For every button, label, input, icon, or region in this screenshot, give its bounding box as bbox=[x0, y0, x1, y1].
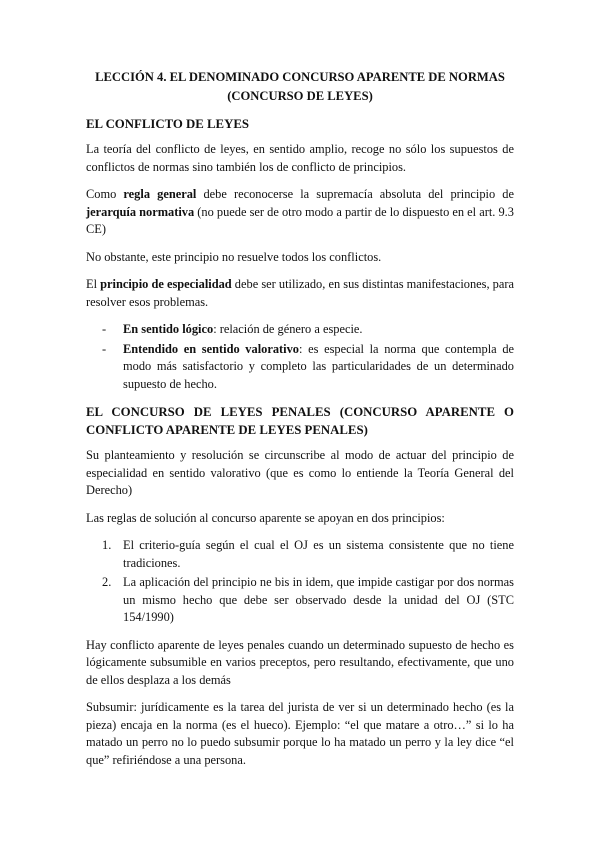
text-span: El bbox=[86, 277, 101, 291]
paragraph-no-obstante: No obstante, este principio no resuelve todos los conflictos. bbox=[86, 249, 382, 264]
number-marker: 2. bbox=[102, 575, 112, 589]
list-item bbox=[86, 574, 514, 627]
paragraph-planteamiento: Su planteamiento y resolución se circunscribe al modo de actuar del principio de especialidad en sentido valorativo (que es como lo entiende la Teoría General del Derecho) bbox=[86, 448, 514, 497]
text-span: debe reconocerse la supremacía absoluta del principio de bbox=[196, 187, 514, 201]
paragraph-subsumir: Subsumir: jurídicamente es la tarea del jurista de ver si un determinado hecho (es la pieza) encaja en la norma (es el hueco). Ejemplo: “el que matare a otro…” si lo ha matado un perro no lo puedo subsumir porque lo ha matado un perro y la ley dice “el que” refiriéndose a una persona. bbox=[86, 700, 514, 767]
section-heading-conflicto: EL CONFLICTO DE LEYES bbox=[86, 117, 249, 131]
list-item bbox=[86, 537, 514, 572]
text-span: Como bbox=[86, 187, 124, 201]
item-text: El criterio-guía según el cual el OJ es un sistema consistente que no tiene tradiciones. bbox=[123, 538, 514, 570]
list-item bbox=[86, 321, 514, 339]
lesson-title-line1: LECCIÓN 4. EL DENOMINADO CONCURSO APARENTE DE NORMAS bbox=[95, 70, 505, 84]
bullet-bold-term: En sentido lógico bbox=[123, 322, 214, 336]
bullet-text: : relación de género a especie. bbox=[213, 322, 363, 336]
dash-marker: - bbox=[102, 322, 107, 336]
numbered-list bbox=[86, 537, 514, 627]
text-span: (no puede ser de otro modo a partir de lo dispuesto en el art. 9.3 CE) bbox=[86, 204, 514, 236]
bold-term-regla-general: regla general bbox=[123, 187, 197, 201]
lesson-title bbox=[86, 68, 514, 106]
dash-list bbox=[86, 321, 514, 393]
lesson-title-line2: (CONCURSO DE LEYES) bbox=[227, 89, 373, 103]
text-span: debe ser utilizado, en sus distintas manifestaciones, para resolver esos problemas. bbox=[86, 277, 515, 309]
number-marker: 1. bbox=[102, 538, 112, 552]
paragraph-reglas: Las reglas de solución al concurso aparente se apoyan en dos principios: bbox=[86, 510, 445, 525]
list-item bbox=[86, 341, 514, 394]
dash-marker: - bbox=[102, 341, 107, 356]
bullet-text: : es especial la norma que contempla de modo más satisfactorio y completo las particularidades de un determinado supuesto de hecho. bbox=[123, 341, 515, 391]
paragraph-teoria: La teoría del conflicto de leyes, en sentido amplio, recoge no sólo los supuestos de conflictos de normas sino también los de conflicto de principios. bbox=[86, 142, 514, 174]
bold-term-jerarquia: jerarquía normativa bbox=[86, 204, 195, 219]
bold-term-especialidad: principio de especialidad bbox=[100, 277, 232, 291]
item-text: La aplicación del principio ne bis in idem, que impide castigar por dos normas un mismo hecho que debe ser observado desde la unidad del OJ (STC 154/1990) bbox=[123, 575, 514, 624]
paragraph-especialidad bbox=[86, 276, 514, 311]
section-heading-concurso: EL CONCURSO DE LEYES PENALES (CONCURSO APARENTE O CONFLICTO APARENTE DE LEYES PENALES) bbox=[86, 405, 514, 437]
paragraph-regla-general bbox=[86, 186, 514, 239]
paragraph-conflicto-aparente: Hay conflicto aparente de leyes penales cuando un determinado supuesto de hecho es lógicamente subsumible en varios preceptos, pero resultando, efectivamente, que uno de ellos desplaza a los demás bbox=[86, 637, 514, 687]
bullet-bold-term: Entendido en sentido valorativo bbox=[123, 341, 299, 356]
